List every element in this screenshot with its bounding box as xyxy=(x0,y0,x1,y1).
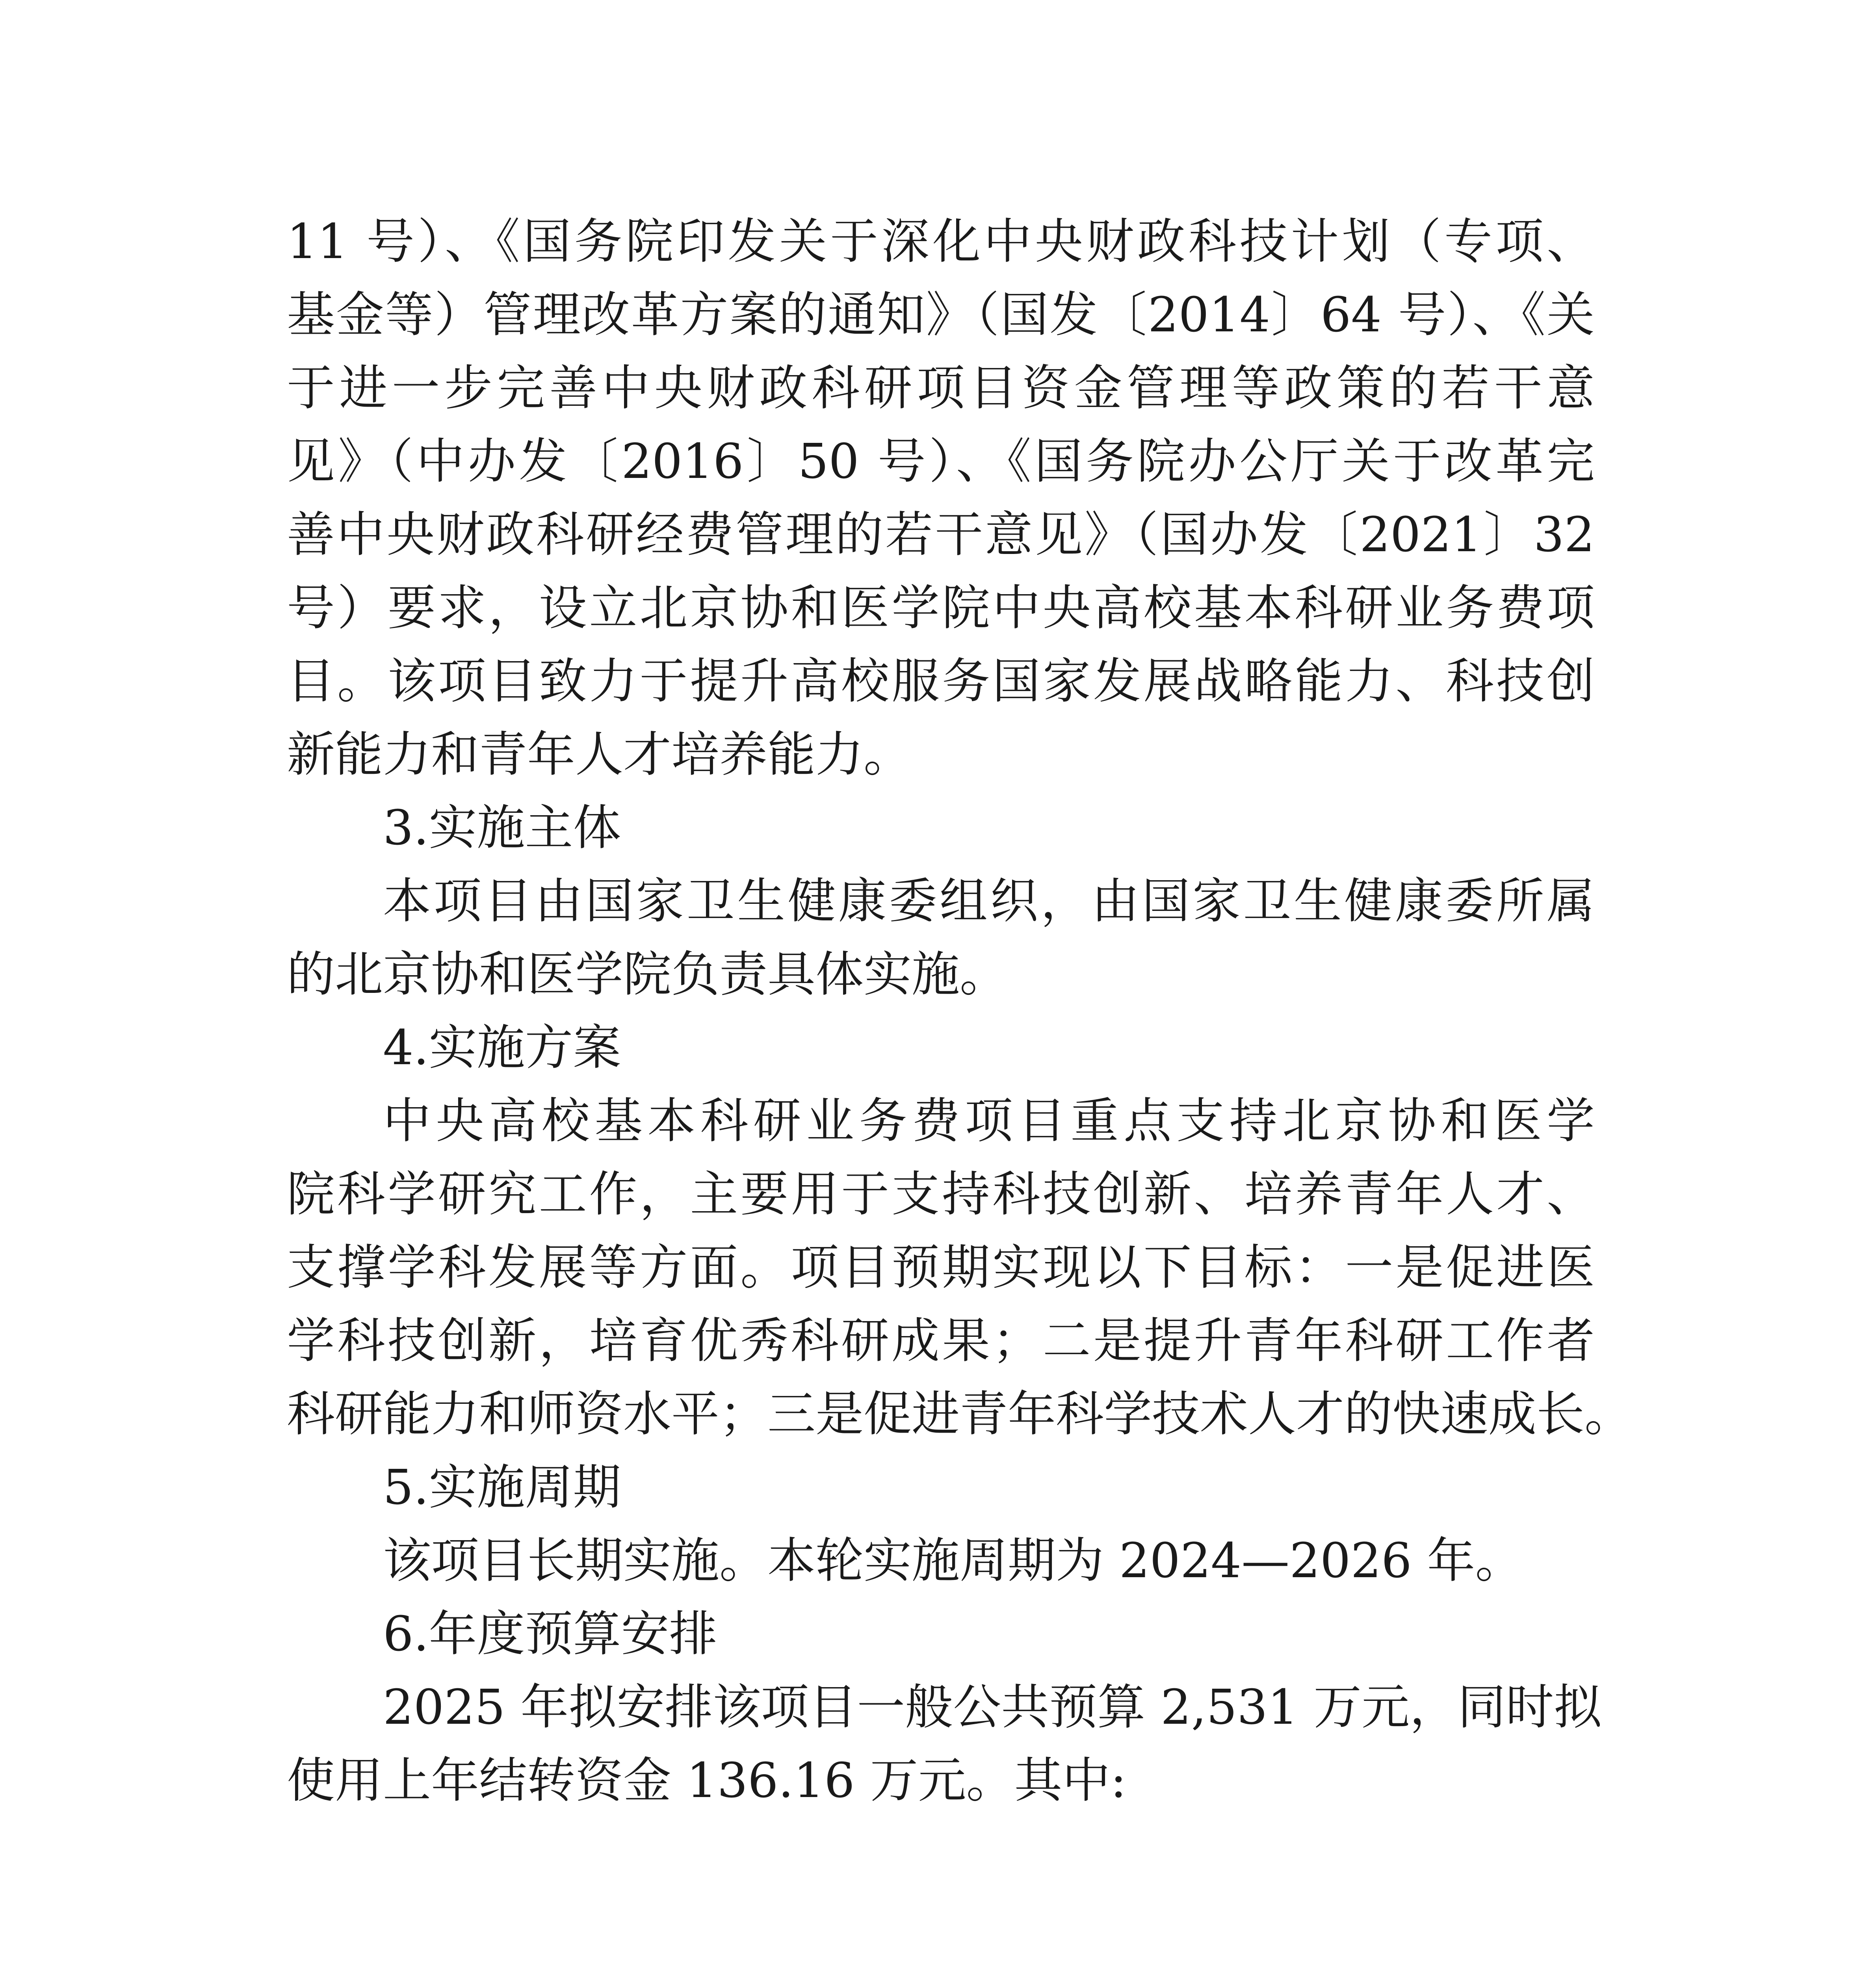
body-line-16: 学科技创新，培育优秀科研成果；二是提升青年科研工作者 xyxy=(287,1313,1595,1369)
body-line-5: 善中央财政科研经费管理的若干意见》（国办发〔2021〕32 xyxy=(287,507,1595,563)
body-line-1: 11 号）、《国务院印发关于深化中央财政科技计划（专项、 xyxy=(287,214,1595,269)
section-heading-implementation-plan: 4.实施方案 xyxy=(383,1020,621,1076)
body-line-14: 院科学研究工作，主要用于支持科技创新、培养青年人才、 xyxy=(287,1166,1595,1222)
body-line-21: 2025 年拟安排该项目一般公共预算 2,531 万元，同时拟 xyxy=(383,1679,1602,1735)
document-body xyxy=(287,205,1633,1817)
body-line-4: 见》（中办发〔2016〕50 号）、《国务院办公厅关于改革完 xyxy=(287,433,1595,489)
body-line-15: 支撑学科发展等方面。项目预期实现以下目标：一是促进医 xyxy=(287,1240,1595,1295)
body-line-8: 新能力和青年人才培养能力。 xyxy=(287,727,912,782)
body-line-17: 科研能力和师资水平；三是促进青年科学技术人才的快速成长。 xyxy=(287,1386,1633,1442)
body-line-7: 目。该项目致力于提升高校服务国家发展战略能力、科技创 xyxy=(287,653,1595,709)
section-heading-implementation-period: 5.实施周期 xyxy=(383,1459,621,1515)
body-line-13: 中央高校基本科研业务费项目重点支持北京协和医学 xyxy=(383,1093,1595,1149)
body-line-19: 该项目长期实施。本轮实施周期为 2024—2026 年。 xyxy=(383,1533,1523,1589)
body-line-10: 本项目由国家卫生健康委组织，由国家卫生健康委所属 xyxy=(383,873,1595,929)
section-heading-annual-budget: 6.年度预算安排 xyxy=(383,1606,717,1662)
section-heading-implementing-entity: 3.实施主体 xyxy=(383,800,621,856)
body-line-22: 使用上年结转资金 136.16 万元。其中: xyxy=(287,1753,1127,1808)
body-line-11: 的北京协和医学院负责具体实施。 xyxy=(287,946,1008,1002)
body-line-3: 于进一步完善中央财政科研项目资金管理等政策的若干意 xyxy=(287,360,1595,416)
body-line-6: 号）要求，设立北京协和医学院中央高校基本科研业务费项 xyxy=(287,580,1595,636)
body-line-2: 基金等）管理改革方案的通知》（国发〔2014〕64 号）、《关 xyxy=(287,287,1595,343)
